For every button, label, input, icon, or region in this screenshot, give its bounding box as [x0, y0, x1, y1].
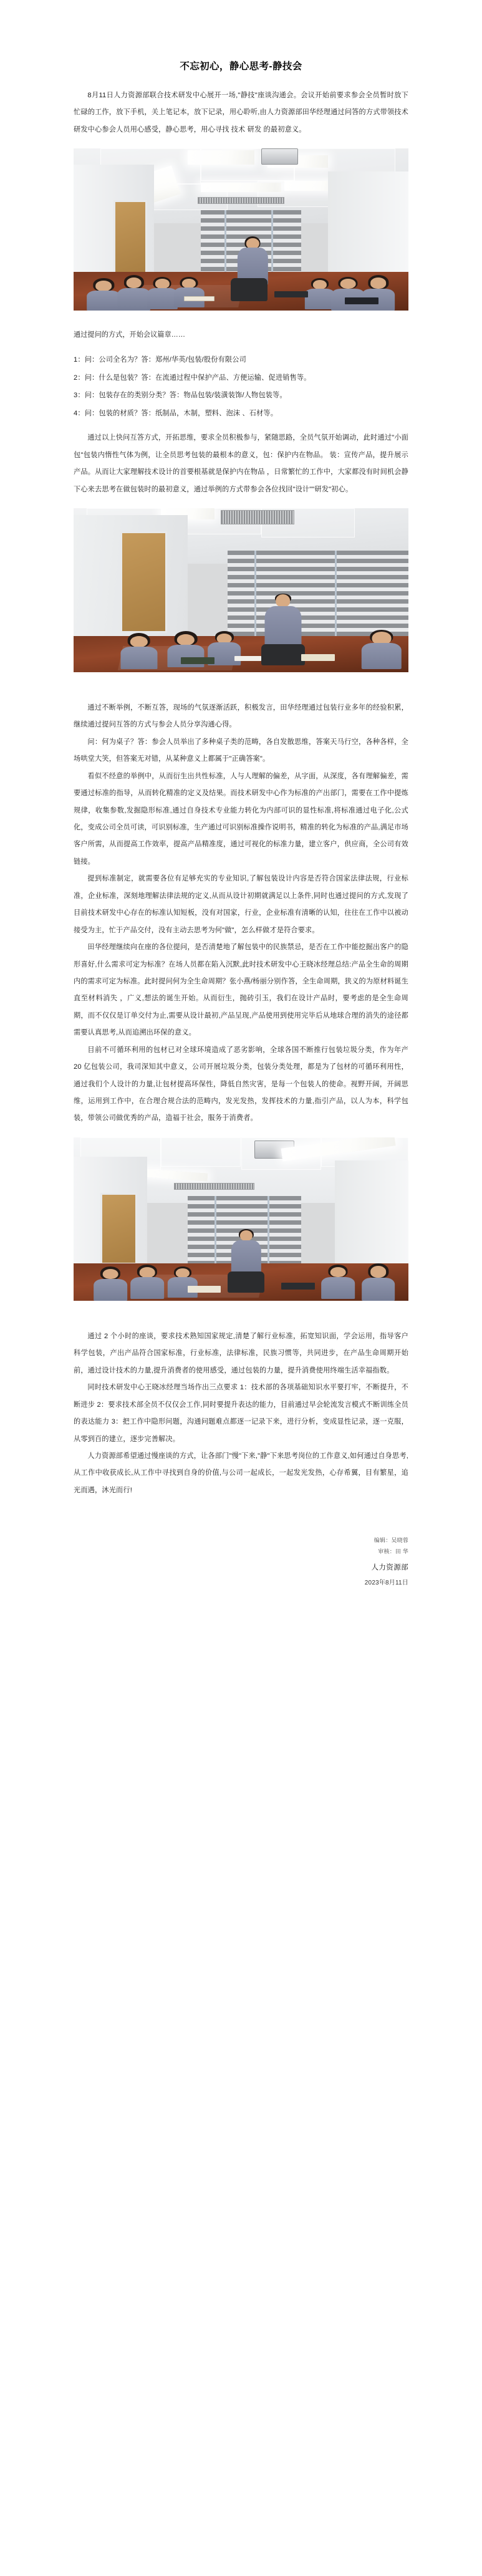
paragraph-qa-lead: 通过提问的方式，开始会议篇章……	[74, 331, 186, 339]
paragraph-after-photo3-a: 通过 2 个小时的座谈，要求技术熟知国家规定,清楚了解行业标准，拓宽知识面，学会运用，指导客户科学包装，产出产品符合国家标准，行业标准，法律标准，民族习惯等，共同进步，在产品生命周期开始前，通过设计技术的力量,提升消费者的使用感受，通过包装的力量，提升消费使用终端生活幸福指数。	[74, 1332, 408, 1374]
paragraph-after-photo2-a: 通过不断举例，不断互答，现场的气氛逐渐活跃，积极发言，田华经理通过包装行业多年的经验积累，继续通过提问互答的方式与参会人员分享沟通心得。	[74, 703, 408, 729]
paragraph-closing: 人力资源部希望通过慢座谈的方式，让各部门"慢"下来,"静"下来思考岗位的工作意义,如何通过自身思考,从工作中收获成长,从工作中寻找到自身的价值,与公司一起成长，一起发光发热，心存希翼，目有繁星，追光而遇，沐光而行!	[74, 1452, 408, 1494]
signature-block	[0, 1535, 482, 1589]
qa-item: 1：问：公司全名为？答：郑州/华英/包装/股份有限公司	[74, 355, 246, 364]
paragraph-after-photo2-f: 目前不可循环利用的包材已对全球环境造成了恶劣影响，全球各国不断推行包装垃圾分类，作为年产 20 亿包装公司，我司深知其中意义，公司开展垃圾分类，包装分类处理，都是为了包材的可循环利用性，通过我们个人设计的力量,让包材提高环保性，降低自然灾害，是每一个包装人的使命。视野开阔，开阔思维，运用到工作中，在合理合规合法的范畴内，发光发热，发挥技术的力量,指引产品，以人为本，科学包装，带领公司做优秀的产品，造福于社会，服务于消费者。	[74, 1046, 408, 1122]
qa-item: 3：问：包装存在的类别分类？答：物品包装/装潢装饰/人物包装等。	[74, 392, 287, 400]
photo-meeting-room-discussion	[74, 508, 408, 672]
paragraph-intro: 8月11日人力资源部联合技术研发中心展开一场,"静技"座谈沟通会。会议开始前要求参会全员暂时放下忙碌的工作，放下手机，关上笔记本，放下记录，用心聆听,由人力资源部田华经理通过问答的方式带领技术研发中心参会人员用心感受，静心思考，用心寻找 技术 研发 的最初意义。	[74, 91, 408, 133]
paragraph-after-photo2-d: 提到标准制定，就需要各位有足够充实的专业知识,了解包装设计内容是否符合国家法律法规，行业标准，企业标准，深刻地理解法律法规的定义,从而从设计初期就满足以上条件,同时也通过提问的方式,发现了目前技术研发中心存在的标准认知短板，没有对国家，行业，企业标准有清晰的认知，往往在工作中以被动接受为主，忙于产品交付，没有主动去思考为何"做"，怎么样做才是符合要求。	[74, 875, 408, 934]
paragraph-after-photo2-c: 看似不经意的举例中，从而衍生出共性标准，人与人理解的偏差，从字面，从深度，各有理解偏差，需要通过标准的指导，从而转化精准的定义及结果。而技术研发中心作为标准的产出部门，需要在工作中提炼规律，收集参数,发掘隐形标准,通过自身技术专业能力转化为内部可识的显性标准,将标准通过电子化,公式化，变成公司全员可读，可识别标准，生产通过可识别标准操作说明书，精准的转化为标准的产品,满足市场客户所需，从而提高工作效率，提高产品精准度，通过可视化的标准力量，建立客户，供应商，全公司有效链接。	[74, 772, 408, 866]
paragraph-after-photo2-b: 问：何为桌子？答：参会人员举出了多种桌子类的范畴，各自发散思维，答案天马行空，各种各样，全场哄堂大笑，但答案无对错，从某种意义上都属于"正确答案"。	[74, 738, 408, 763]
signature-date: 2023年8月11日	[364, 1579, 408, 1586]
photo-meeting-room-wide	[74, 1137, 408, 1301]
signature-editor: 编辑：吴晓蓉	[374, 1537, 408, 1544]
paragraph-after-qa: 通过以上快问互答方式，开拓思维，要求全员积极参与，紧随思路，全员气氛开始调动，此时通过"小面包"包装内惰性气体为例，让全员思考包装的最根本的意义，包：保护内在物品。 装：宣传产品，提升展示产品。从而让大家理解技术设计的首要根基就是保护内在物品 ，日常繁忙的工作中，大家都没有时间机会静下心来去思考在做包装时的最初意义，通过举例的方式带参会各位找回"设计""研发"初心。	[74, 434, 408, 493]
page-title: 不忘初心，静心思考-静技会	[180, 61, 302, 72]
qa-item: 2：问：什么是包装？答：在流通过程中保护产品、方便运输、促进销售等。	[74, 374, 311, 382]
paragraph-after-photo3-b: 同时技术研发中心王晓冰经理当场作出三点要求 1：技术部的各项基础知识水平要打牢，不断提升，不断进步 2：要求技术部全员不仅仅会工作,同时要提升表达的能力，目前通过早会轮流发言模式不断训练全员的表达能力 3：把工作中隐形问题，沟通问题难点都逐一记录下来，进行分析，变成显性记录，逐一克服，从零到百的建立，逐步完善解决。	[74, 1384, 408, 1443]
paragraph-after-photo2-e: 田华经理继续向在座的各位提问，是否清楚地了解包装中的民族禁忌，是否在工作中能挖掘出客户的隐形喜好,什么需求可定为标准？在场人员都在陷入沉默,此时技术研发中心王晓冰经理总结:产品全生命的周期内的需求可定为标准。此时提问何为全生命周期？张小燕/杨丽分别作答，全生命周期，狭义的为原材料诞生直至材料消失 ，广义,想法的诞生开始。从而衍生，抛砖引玉，我们在设计产品时，要考虑的是全生命周期，而不仅仅是订单交付为止,需要从设计最初,产品呈现,产品使用到使用完毕后从地球合理的消失的途径都需要认真思考,从而追溯出环保的意义。	[74, 943, 408, 1037]
qa-list	[74, 351, 408, 422]
signature-reviewer: 审核：田 华	[378, 1548, 408, 1555]
signature-department: 人力资源部	[371, 1564, 408, 1572]
photo-meeting-room-speaker	[74, 148, 408, 311]
qa-item: 4：问：包装的材质？答：纸制品，木制，塑料、泡沫 、石材等。	[74, 409, 278, 417]
